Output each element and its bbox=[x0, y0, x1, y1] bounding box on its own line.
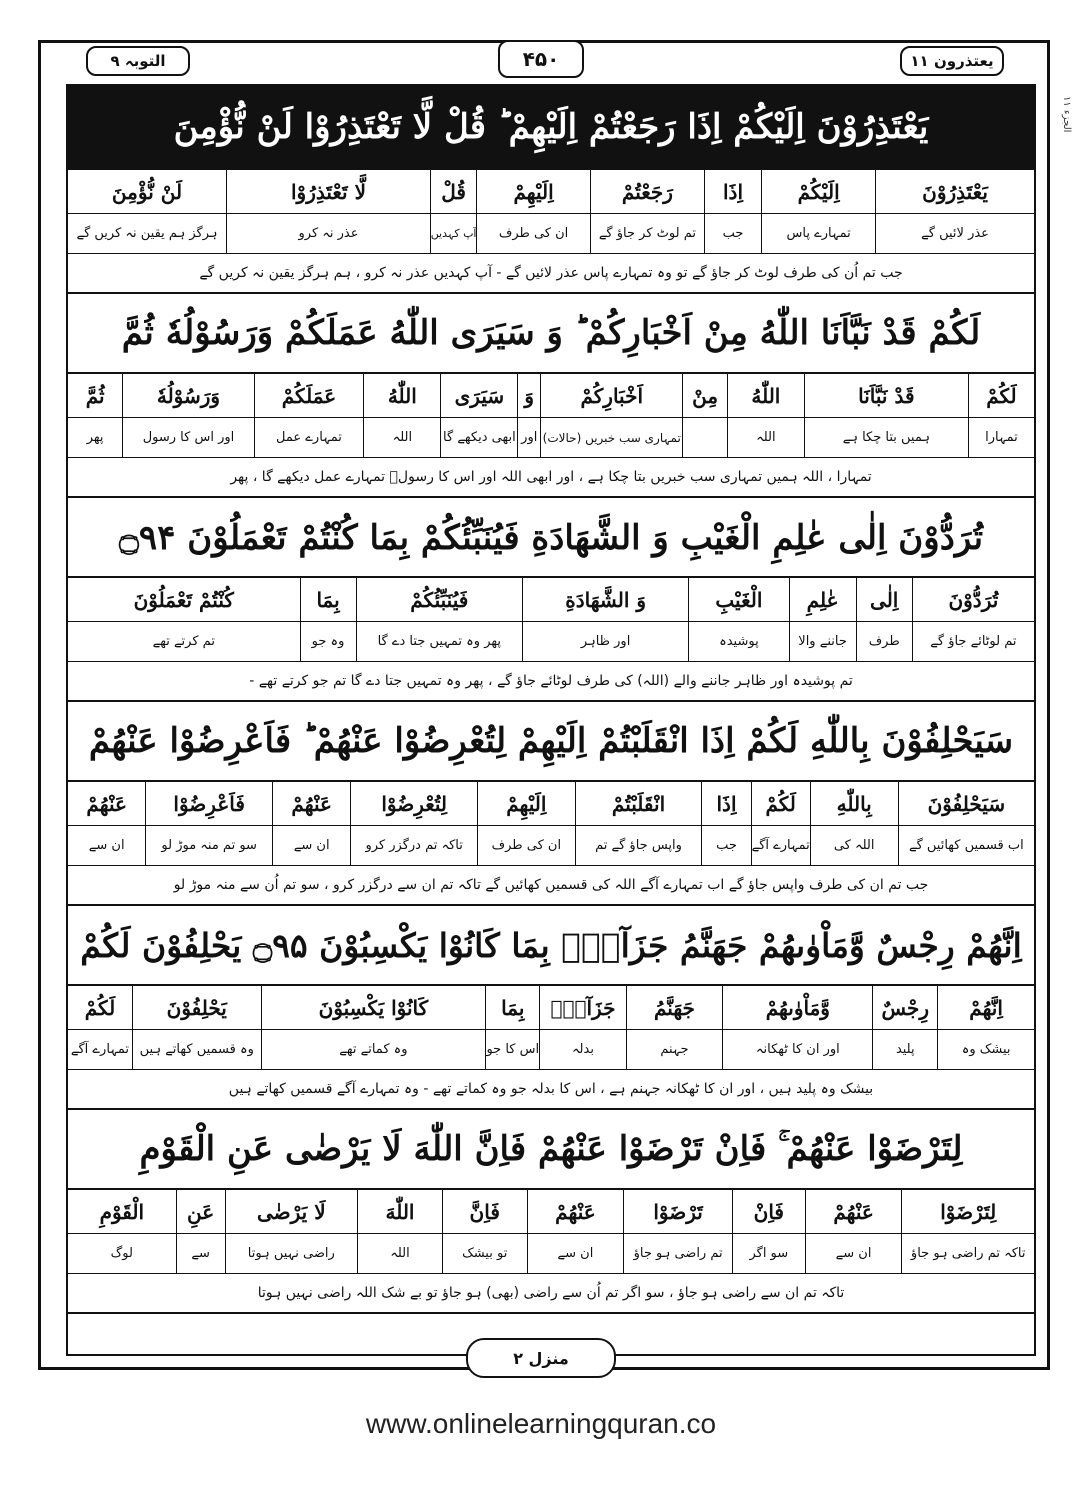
meaning-cell bbox=[682, 418, 726, 457]
word-cell: لَكُمْ bbox=[84, 995, 116, 1020]
word-cell: عَنْهُمْ bbox=[805, 1190, 902, 1233]
verse-line: سَیَحْلِفُوْنَ بِاللّٰهِ لَكُمْ اِذَا انْقَلَبْتُمْ اِلَیْهِمْ لِتُعْرِضُوْا عَنْهُمْ ؕ فَاَعْرِضُوْا عَنْهُمْ bbox=[68, 702, 1034, 782]
meaning-cell: جہنم bbox=[626, 1030, 723, 1069]
word-cell: عَنْهُمْ bbox=[527, 1190, 624, 1233]
meaning-cell: تم لوٹ کر جاؤ گے bbox=[590, 214, 704, 253]
meaning-cell: تاکہ تم درگزر کرو bbox=[350, 826, 477, 865]
word-cell: رَجَعْتُمْ bbox=[590, 170, 704, 213]
verse-line: لِتَرْضَوْا عَنْهُمْ ۚ فَاِنْ تَرْضَوْا عَنْهُمْ فَاِنَّ اللّٰهَ لَا یَرْضٰى عَنِ الْقَوْمِ bbox=[68, 1110, 1034, 1190]
meaning-cell: آپ کہدیں bbox=[430, 214, 476, 253]
meaning-row bbox=[68, 214, 1034, 254]
meaning-cell: تمہاری سب خبریں (حالات) bbox=[540, 418, 682, 457]
word-row bbox=[68, 782, 1034, 826]
word-cell: اِلٰى bbox=[856, 578, 912, 621]
word-cell: وَّمَاْوٰىهُمْ bbox=[722, 986, 872, 1029]
translation-line: بیشک وہ پلید ہیں ، اور ان کا ٹھکانہ جہنم ہے ، اس کا بدلہ جو وہ کماتے تھے - وہ تمہارے آگے قسمیں کھاتے ہیں bbox=[68, 1070, 1034, 1110]
verse-line: لَكُمْ قَدْ نَبَّاَنَا اللّٰهُ مِنْ اَخْبَارِكُمْ ؕ وَ سَیَرَى اللّٰهُ عَمَلَكُمْ وَرَسُوْلُهٗ ثُمَّ bbox=[68, 294, 1034, 374]
meaning-cell: ہمیں بتا چکا ہے bbox=[804, 418, 968, 457]
meaning-cell: ان کی طرف bbox=[476, 214, 590, 253]
word-cell: عَنْهُمْ bbox=[272, 782, 350, 825]
meaning-cell: پلید bbox=[872, 1030, 937, 1069]
meaning-cell: بدلہ bbox=[539, 1030, 625, 1069]
translation-line: تم پوشیدہ اور ظاہر جاننے والے (اللہ) کی طرف لوٹائے جاؤ گے ، پھر وہ تمہیں جتا دے گا تم جو کرتے تھے - bbox=[68, 662, 1034, 702]
surah-name-box: التوبہ ۹ bbox=[86, 46, 190, 76]
word-cell: اِذَا bbox=[701, 782, 750, 825]
meaning-cell: اور ظاہر bbox=[522, 622, 688, 661]
meaning-cell: سے bbox=[176, 1234, 225, 1273]
meaning-cell: اور اس کا رسول bbox=[122, 418, 253, 457]
meaning-cell: تاکہ تم راضی ہو جاؤ bbox=[901, 1234, 1034, 1273]
meaning-cell: تمہارے عمل bbox=[254, 418, 364, 457]
word-cell: قُلْ bbox=[430, 170, 476, 213]
meaning-cell: تمہارے آگے bbox=[751, 826, 810, 865]
word-cell: ثُمَّ bbox=[85, 383, 105, 408]
manzil-badge: منزل ۲ bbox=[466, 1338, 616, 1378]
meaning-cell: اور bbox=[517, 418, 540, 457]
word-cell: اِذَا bbox=[704, 170, 761, 213]
word-row bbox=[68, 170, 1034, 214]
verse-line: اِنَّهُمْ رِجْسٌ وَّمَاْوٰىهُمْ جَهَنَّمُ جَزَآءًۢ بِمَا كَانُوْا یَكْسِبُوْنَ ۝۹۵ یَحْلِفُوْنَ لَكُمْ bbox=[68, 906, 1034, 986]
meaning-cell: جاننے والا bbox=[789, 622, 856, 661]
word-cell: جَهَنَّمُ bbox=[626, 986, 723, 1029]
word-cell: عَمَلَكُمْ bbox=[254, 374, 364, 417]
meaning-cell: تو بیشک bbox=[442, 1234, 527, 1273]
word-row bbox=[68, 1190, 1034, 1234]
word-cell: فَاَعْرِضُوْا bbox=[145, 782, 272, 825]
meaning-row bbox=[68, 418, 1034, 458]
word-row bbox=[68, 578, 1034, 622]
word-cell: اِلَیْكُمْ bbox=[761, 170, 875, 213]
meaning-cell: تم لوٹائے جاؤ گے bbox=[912, 622, 1034, 661]
meaning-cell: ہرگز ہم یقین نہ کریں گے bbox=[76, 226, 218, 241]
word-cell: عَنِ bbox=[176, 1190, 225, 1233]
meaning-row bbox=[68, 1030, 1034, 1070]
word-cell: لَكُمْ bbox=[968, 374, 1034, 417]
meaning-cell: پوشیدہ bbox=[688, 622, 788, 661]
word-cell: تَرْضَوْا bbox=[623, 1190, 732, 1233]
translation-line: تمہارا ، اللہ ہمیں تمہاری سب خبریں بتا چکا ہے ، اور ابھی اللہ اور اس کا رسولؐ تمہارے عمل دیکھے گا ، پھر bbox=[68, 458, 1034, 498]
para-name-box: یعتذرون ۱۱ bbox=[900, 46, 1004, 76]
word-cell: بِاللّٰهِ bbox=[810, 782, 898, 825]
meaning-cell: تمہارے پاس bbox=[761, 214, 875, 253]
word-cell: لَا یَرْضٰى bbox=[225, 1190, 358, 1233]
meaning-cell: ان سے bbox=[272, 826, 350, 865]
meaning-cell: تمہارے آگے bbox=[70, 1042, 130, 1057]
verse-line: تُرَدُّوْنَ اِلٰى عٰلِمِ الْغَیْبِ وَ الشَّهَادَةِ فَیُنَبِّئُكُمْ بِمَا كُنْتُمْ تَعْمَلُوْنَ ۝۹۴ bbox=[68, 498, 1034, 578]
meaning-cell: واپس جاؤ گے تم bbox=[575, 826, 702, 865]
translation-line: جب تم اُن کی طرف لوٹ کر جاؤ گے تو وہ تمہارے پاس عذر لائیں گے - آپ کہدیں عذر نہ کرو ، ہم ہرگز یقین نہ کریں گے bbox=[68, 254, 1034, 294]
word-cell: لَكُمْ bbox=[751, 782, 810, 825]
meaning-cell: ابھی دیکھے گا bbox=[440, 418, 517, 457]
meaning-cell: پھر وہ تمہیں جتا دے گا bbox=[356, 622, 522, 661]
word-cell: سَیَرَى bbox=[440, 374, 517, 417]
word-cell: اِنَّهُمْ bbox=[937, 986, 1034, 1029]
word-cell: اِلَیْهِمْ bbox=[477, 782, 575, 825]
meaning-cell: ان سے bbox=[805, 1234, 902, 1273]
word-cell: وَرَسُوْلُهٗ bbox=[122, 374, 253, 417]
meaning-row bbox=[68, 826, 1034, 866]
word-cell: اِلَیْهِمْ bbox=[476, 170, 590, 213]
meaning-cell: سو اگر bbox=[732, 1234, 805, 1273]
translation-line: تاکہ تم ان سے راضی ہو جاؤ ، سو اگر تم اُن سے راضی (بھی) ہو جاؤ تو بے شک اللہ راضی نہیں ہوتا bbox=[68, 1274, 1034, 1314]
page-content bbox=[68, 86, 1034, 1314]
word-cell: الْغَیْبِ bbox=[688, 578, 788, 621]
word-row bbox=[68, 374, 1034, 418]
page-number: ۴۵۰ bbox=[498, 40, 584, 78]
word-cell: عَنْهُمْ bbox=[86, 791, 127, 816]
meaning-cell: عذر نہ کرو bbox=[226, 214, 430, 253]
meaning-cell: وہ کماتے تھے bbox=[261, 1030, 486, 1069]
word-cell: فَیُنَبِّئُكُمْ bbox=[356, 578, 522, 621]
word-cell: مِنْ bbox=[682, 374, 726, 417]
meaning-cell: ان سے bbox=[88, 838, 125, 853]
meaning-cell: اور ان کا ٹھکانہ bbox=[722, 1030, 872, 1069]
meaning-cell: اب قسمیں کھائیں گے bbox=[898, 826, 1034, 865]
meaning-row bbox=[68, 622, 1034, 662]
word-cell: فَاِنَّ bbox=[442, 1190, 527, 1233]
translation-line: جب تم ان کی طرف واپس جاؤ گے اب تمہارے آگے اللہ کی قسمیں کھائیں گے تاکہ تم ان سے درگزر کرو ، سو تم اُن سے منہ موڑ لو bbox=[68, 866, 1034, 906]
juz-margin-tag: الجزء ۱۱ bbox=[1061, 96, 1072, 133]
meaning-cell: تم راضی ہو جاؤ bbox=[623, 1234, 732, 1273]
word-cell: اَخْبَارِكُمْ bbox=[540, 374, 682, 417]
word-cell: لِتُعْرِضُوْا bbox=[350, 782, 477, 825]
word-cell: عٰلِمِ bbox=[789, 578, 856, 621]
word-cell: اللّٰهَ bbox=[357, 1190, 442, 1233]
word-cell: لَّا تَعْتَذِرُوْا bbox=[226, 170, 430, 213]
meaning-cell: اللہ bbox=[357, 1234, 442, 1273]
meaning-cell: راضی نہیں ہوتا bbox=[225, 1234, 358, 1273]
word-cell: الْقَوْمِ bbox=[99, 1199, 145, 1224]
meaning-cell: سو تم منہ موڑ لو bbox=[145, 826, 272, 865]
word-cell: بِمَا bbox=[485, 986, 539, 1029]
website-url: www.onlinelearningquran.co bbox=[365, 1408, 717, 1439]
meaning-row bbox=[68, 1234, 1034, 1274]
word-cell: اللّٰهُ bbox=[727, 374, 804, 417]
word-cell: سَیَحْلِفُوْنَ bbox=[898, 782, 1034, 825]
meaning-cell: طرف bbox=[856, 622, 912, 661]
word-cell: وَ bbox=[517, 374, 540, 417]
word-cell: جَزَآءًۢ bbox=[539, 986, 625, 1029]
word-cell: وَ الشَّهَادَةِ bbox=[522, 578, 688, 621]
meaning-cell: جب bbox=[701, 826, 750, 865]
meaning-cell: اللہ bbox=[727, 418, 804, 457]
meaning-cell: ان کی طرف bbox=[477, 826, 575, 865]
word-cell: یَعْتَذِرُوْنَ bbox=[875, 170, 1034, 213]
word-cell: قَدْ نَبَّاَنَا bbox=[804, 374, 968, 417]
meaning-cell: تمہارا bbox=[968, 418, 1034, 457]
meaning-cell: پھر bbox=[86, 430, 104, 445]
word-cell: تُرَدُّوْنَ bbox=[912, 578, 1034, 621]
word-cell: كَانُوْا یَكْسِبُوْنَ bbox=[261, 986, 486, 1029]
meaning-cell: بیشک وہ bbox=[937, 1030, 1034, 1069]
meaning-cell: ان سے bbox=[527, 1234, 624, 1273]
meaning-cell: وہ قسمیں کھاتے ہیں bbox=[132, 1030, 261, 1069]
word-cell: اللّٰهُ bbox=[363, 374, 440, 417]
meaning-cell: لوگ bbox=[110, 1246, 133, 1261]
meaning-cell: عذر لائیں گے bbox=[875, 214, 1034, 253]
word-cell: لَنْ نُّؤْمِنَ bbox=[111, 179, 183, 204]
meaning-cell: تم کرتے تھے bbox=[152, 634, 215, 649]
meaning-cell: وہ جو bbox=[300, 622, 356, 661]
verse-line: یَعْتَذِرُوْنَ اِلَیْكُمْ اِذَا رَجَعْتُمْ اِلَیْهِمْ ؕ قُلْ لَّا تَعْتَذِرُوْا لَنْ نُّؤْمِنَ bbox=[68, 86, 1034, 170]
word-row bbox=[68, 986, 1034, 1030]
meaning-cell: اللہ bbox=[363, 418, 440, 457]
word-cell: انْقَلَبْتُمْ bbox=[575, 782, 702, 825]
word-cell: یَحْلِفُوْنَ bbox=[132, 986, 261, 1029]
word-cell: بِمَا bbox=[300, 578, 356, 621]
word-cell: فَاِنْ bbox=[732, 1190, 805, 1233]
meaning-cell: جب bbox=[704, 214, 761, 253]
word-cell: رِجْسٌ bbox=[872, 986, 937, 1029]
word-cell: لِتَرْضَوْا bbox=[901, 1190, 1034, 1233]
word-cell: كُنْتُمْ تَعْمَلُوْنَ bbox=[133, 587, 234, 612]
meaning-cell: اس کا جو bbox=[485, 1030, 539, 1069]
meaning-cell: اللہ کی bbox=[810, 826, 898, 865]
